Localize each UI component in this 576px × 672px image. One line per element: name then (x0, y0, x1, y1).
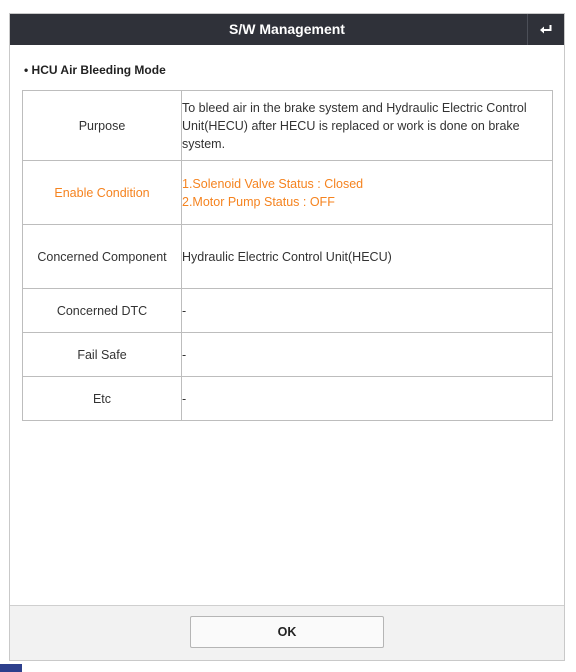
table-row (23, 161, 553, 225)
dialog-footer (10, 605, 564, 660)
row-value: - (182, 289, 553, 333)
ok-button[interactable]: OK (190, 616, 384, 648)
info-table (22, 90, 553, 421)
row-label: Concerned Component (23, 225, 182, 289)
row-label: Enable Condition (23, 161, 182, 225)
table-row (23, 91, 553, 161)
row-value: - (182, 377, 553, 421)
row-label: Fail Safe (23, 333, 182, 377)
row-value: Hydraulic Electric Control Unit(HECU) (182, 225, 553, 289)
row-label: Concerned DTC (23, 289, 182, 333)
table-row (23, 289, 553, 333)
table-row (23, 333, 553, 377)
row-label: Etc (23, 377, 182, 421)
row-value: - (182, 333, 553, 377)
value-line: 2.Motor Pump Status : OFF (182, 194, 335, 209)
row-label: Purpose (23, 91, 182, 161)
return-arrow-icon (539, 24, 553, 36)
row-value: To bleed air in the brake system and Hydraulic Electric Control Unit(HECU) after HECU is replaced or work is done on brake system. (182, 91, 553, 161)
back-button[interactable] (527, 14, 564, 45)
sw-management-dialog (9, 13, 565, 661)
value-line: 1.Solenoid Valve Status : Closed (182, 176, 364, 191)
section-heading: • HCU Air Bleeding Mode (24, 63, 166, 77)
table-row (23, 225, 553, 289)
table-row (23, 377, 553, 421)
taskbar-edge (0, 664, 22, 672)
dialog-title: S/W Management (229, 21, 345, 37)
row-value (182, 161, 553, 225)
title-bar (10, 14, 564, 45)
